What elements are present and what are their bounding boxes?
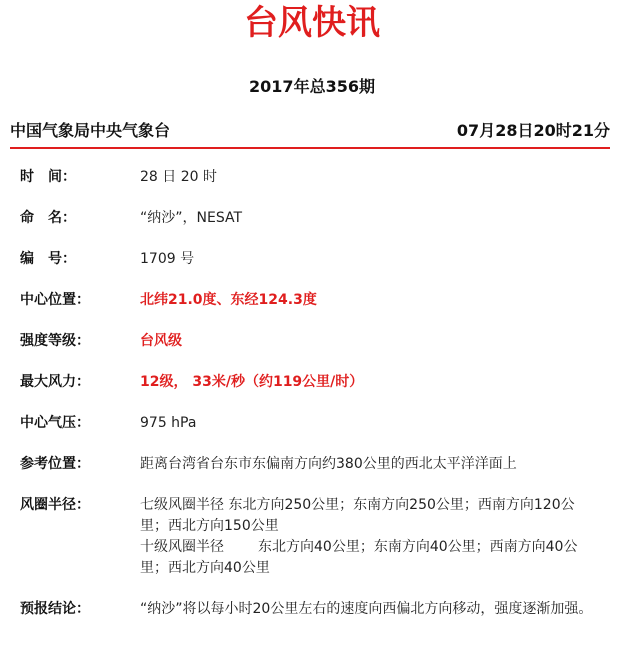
field-wind-radius-label: 风圈半径：: [20, 497, 90, 513]
wind-radius-level7-label: 七级风圈半径: [140, 497, 224, 513]
field-intensity-label: 强度等级：: [20, 333, 90, 349]
field-name-label: 命 名：: [20, 210, 76, 226]
field-number-label: 编 号：: [20, 251, 76, 267]
field-max-wind-value: 12级， 33米/秒（约119公里/时）: [140, 374, 364, 390]
field-reference-value: 距离台湾省台东市东偏南方向约380公里的西北太平洋洋面上: [140, 456, 517, 472]
red-divider: [10, 147, 610, 149]
wind-radius-level7-value: 东北方向250公里；东南方向250公里；西南方向120公里；西北方向150公里: [140, 497, 575, 534]
field-pressure-label: 中心气压：: [20, 415, 90, 431]
wind-radius-level10-label: 十级风圈半径: [140, 539, 224, 555]
wind-radius-level10: [140, 537, 600, 579]
field-time-value: 28 日 20 时: [140, 169, 217, 185]
field-forecast-label: 预报结论：: [20, 601, 90, 617]
agency-name: 中国气象局中央气象台: [10, 121, 171, 140]
field-pressure-value: 975 hPa: [140, 415, 197, 431]
field-intensity-value: 台风级: [140, 333, 182, 349]
field-reference-label: 参考位置：: [20, 456, 90, 472]
wind-radius-level10-value: 东北方向40公里；东南方向40公里；西南方向40公里；西北方向40公里: [140, 539, 578, 576]
issue-datetime: 07月28日20时21分: [456, 121, 610, 140]
field-time-label: 时 间：: [20, 169, 76, 185]
page-title: 台风快讯: [244, 3, 380, 43]
field-max-wind-label: 最大风力：: [20, 374, 90, 390]
issue-number: 2017年总356期: [249, 77, 375, 96]
field-center-label: 中心位置：: [20, 292, 90, 308]
field-name-value: “纳沙”，NESAT: [140, 210, 243, 226]
field-center-value: 北纬21.0度、东经124.3度: [140, 292, 317, 308]
field-number-value: 1709 号: [140, 251, 195, 267]
field-forecast-value: “纳沙”将以每小时20公里左右的速度向西偏北方向移动，强度逐渐加强。: [140, 601, 593, 617]
field-wind-radius-value: [140, 495, 600, 579]
wind-radius-level7: [140, 495, 600, 537]
